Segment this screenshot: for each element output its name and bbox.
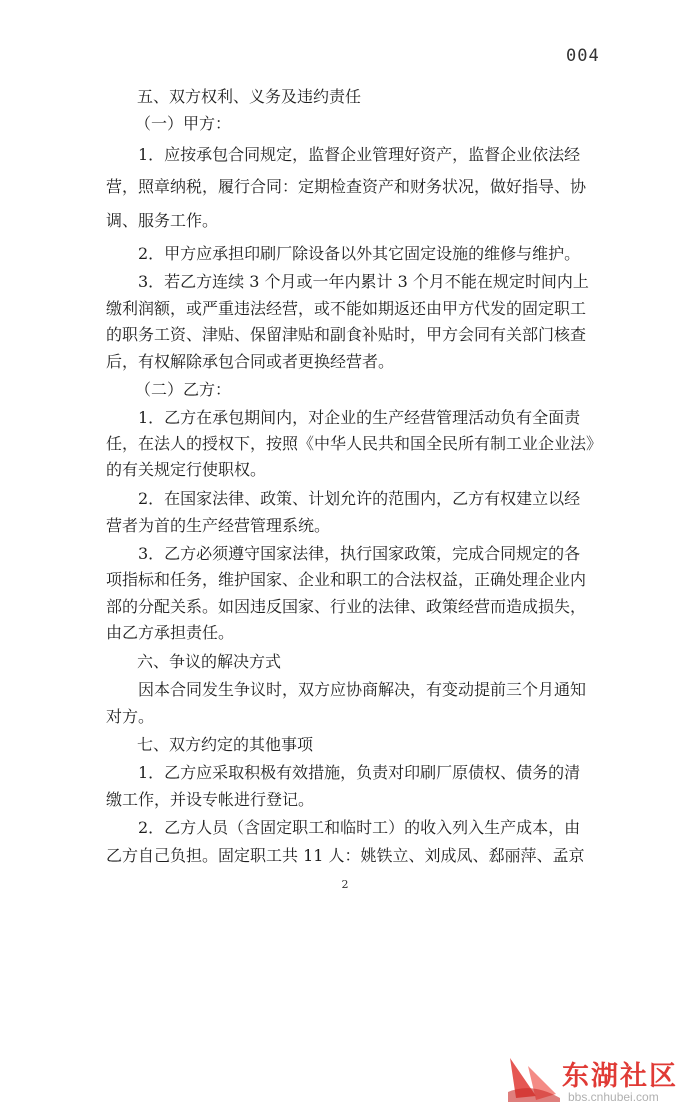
paragraph-line: 由乙方承担责任。 [106,623,235,642]
section-heading-rights: 五、双方权利、义务及违约责任 [137,87,362,106]
watermark-url-text: bbs.cnhubei.com [568,1090,659,1104]
page-number: 2 [341,878,349,891]
paragraph-line: 的有关规定行使职权。 [106,460,267,479]
watermark-brand-text: 东湖社区 [562,1061,678,1092]
paragraph-line: 的职务工资、津贴、保留津贴和副食补贴时，甲方会同有关部门核查 [106,325,587,344]
paragraph-line: 项指标和任务，维护国家、企业和职工的合法权益，正确处理企业内 [106,570,587,589]
watermark-logo [506,1052,686,1108]
paragraph-line: 乙方自己负担。固定职工共 11 人：姚铁立、刘成凤、郄丽萍、孟京 [106,846,585,865]
paragraph-line: 营者为首的生产经营管理系统。 [106,516,331,535]
section-heading-other-matters: 七、双方约定的其他事项 [137,735,314,754]
paragraph-line: 2．乙方人员（含固定职工和临时工）的收入列入生产成本，由 [138,818,581,837]
paragraph-line: 2．在国家法律、政策、计划允许的范围内，乙方有权建立以经 [138,489,581,508]
paragraph-line: 营，照章纳税，履行合同：定期检查资产和财务状况，做好指导、协 [106,177,587,196]
paragraph-line: 1．乙方在承包期间内，对企业的生产经营管理活动负有全面责 [138,408,581,427]
subheading-party-a: （一）甲方： [135,114,232,133]
paragraph-line: 任，在法人的授权下，按照《中华人民共和国全民所有制工业企业法》 [106,434,603,453]
paragraph-line: 3．乙方必须遵守国家法律，执行国家政策，完成合同规定的各 [138,544,581,563]
section-heading-disputes: 六、争议的解决方式 [137,652,282,671]
paragraph-line: 缴利润额，或严重违法经营，或不能如期返还由甲方代发的固定职工 [106,299,587,318]
paragraph-line: 3．若乙方连续 3 个月或一年内累计 3 个月不能在规定时间内上 [138,272,589,291]
paragraph-line: 对方。 [106,707,155,726]
paragraph-line: 2．甲方应承担印刷厂除设备以外其它固定设施的维修与维护。 [138,244,581,263]
lake-logo-icon [506,1052,562,1104]
paragraph-line: 调、服务工作。 [106,211,219,230]
paragraph-line: 1．应按承包合同规定，监督企业管理好资产，监督企业依法经 [138,145,581,164]
paragraph-line: 部的分配关系。如因违反国家、行业的法律、政策经营而造成损失， [106,597,587,616]
paragraph-line: 缴工作，并设专帐进行登记。 [106,790,315,809]
paragraph-line: 因本合同发生争议时，双方应协商解决，有变动提前三个月通知 [138,680,587,699]
subheading-party-b: （二）乙方： [135,380,232,399]
paragraph-line: 后，有权解除承包合同或者更换经营者。 [106,352,395,371]
paragraph-line: 1．乙方应采取积极有效措施，负责对印刷厂原债权、债务的清 [138,763,581,782]
archive-stamp-number: 004 [566,46,600,66]
